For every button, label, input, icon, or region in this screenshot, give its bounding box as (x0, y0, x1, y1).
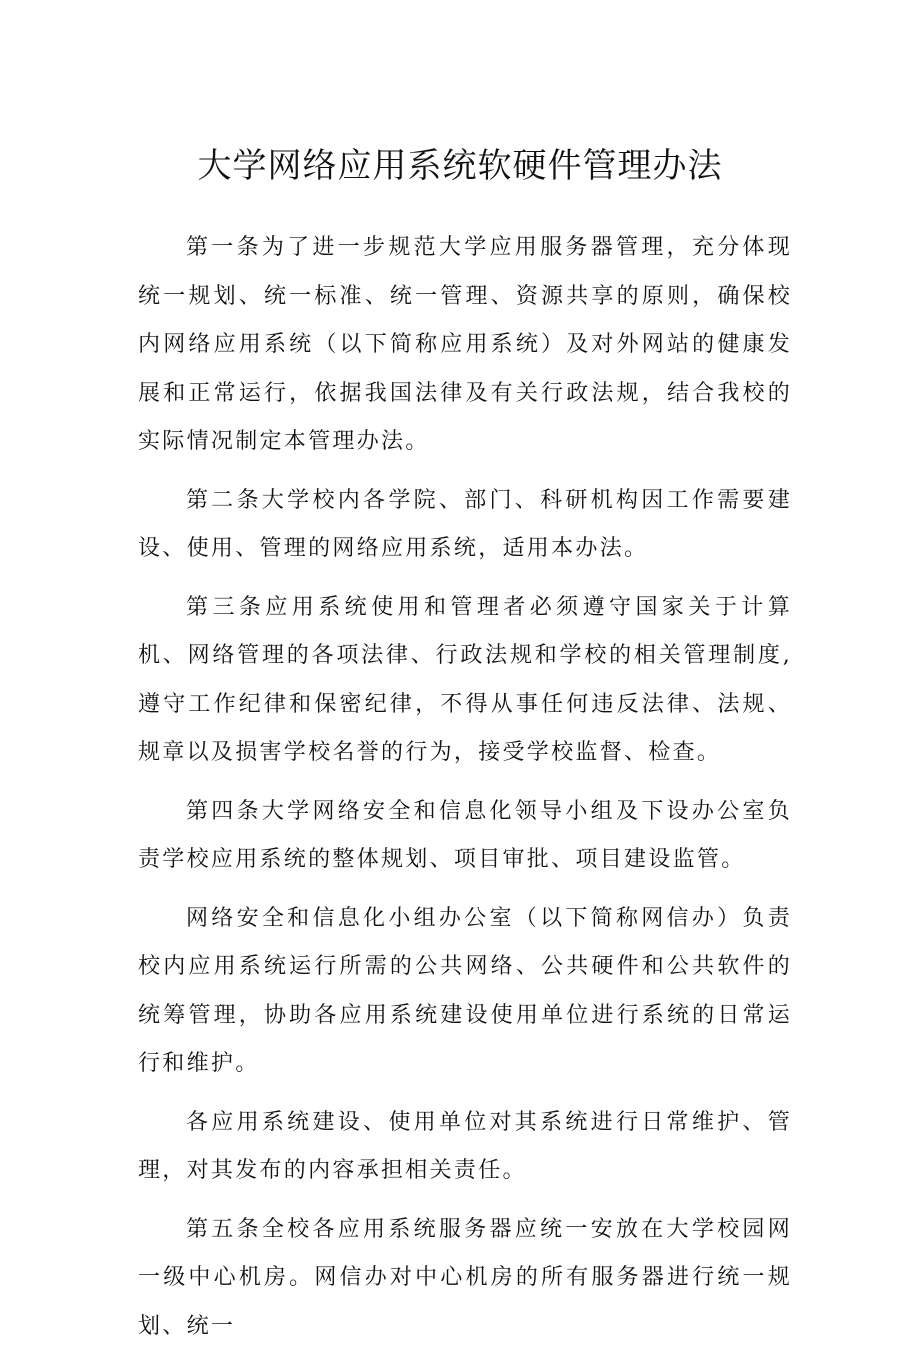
paragraph-article-1: 第一条为了进一步规范大学应用服务器管理，充分体现统一规划、统一标准、统一管理、资源共享的原则，确保校内网络应用系统（以下简称应用系统）及对外网站的健康发展和正常运行，依据我国法律及有关行政法规，结合我校的实际情况制定本管理办法。 (138, 235, 792, 454)
paragraph-unit-duty: 各应用系统建设、使用单位对其系统进行日常维护、管理，对其发布的内容承担相关责任。 (138, 1109, 792, 1183)
paragraph-article-4: 第四条大学网络安全和信息化领导小组及下设办公室负责学校应用系统的整体规划、项目审批、项目建设监管。 (138, 798, 792, 872)
paragraph-article-2: 第二条大学校内各学院、部门、科研机构因工作需要建设、使用、管理的网络应用系统，适用本办法。 (138, 487, 792, 561)
paragraph-article-3: 第三条应用系统使用和管理者必须遵守国家关于计算机、网络管理的各项法律、行政法规和学校的相关管理制度,遵守工作纪律和保密纪律，不得从事任何违反法律、法规、规章以及损害学校名誉的行为，接受学校监督、检查。 (138, 594, 792, 765)
document-body (138, 224, 792, 1361)
document-title: 大学网络应用系统软硬件管理办法 (197, 146, 723, 186)
paragraph-article-5: 第五条全校各应用系统服务器应统一安放在大学校园网一级中心机房。网信办对中心机房的所有服务器进行统一规划、统一 (138, 1216, 792, 1339)
paragraph-network-office-duty: 网络安全和信息化小组办公室（以下简称网信办）负责校内应用系统运行所需的公共网络、公共硬件和公共软件的统筹管理，协助各应用系统建设使用单位进行系统的日常运行和维护。 (138, 905, 792, 1076)
